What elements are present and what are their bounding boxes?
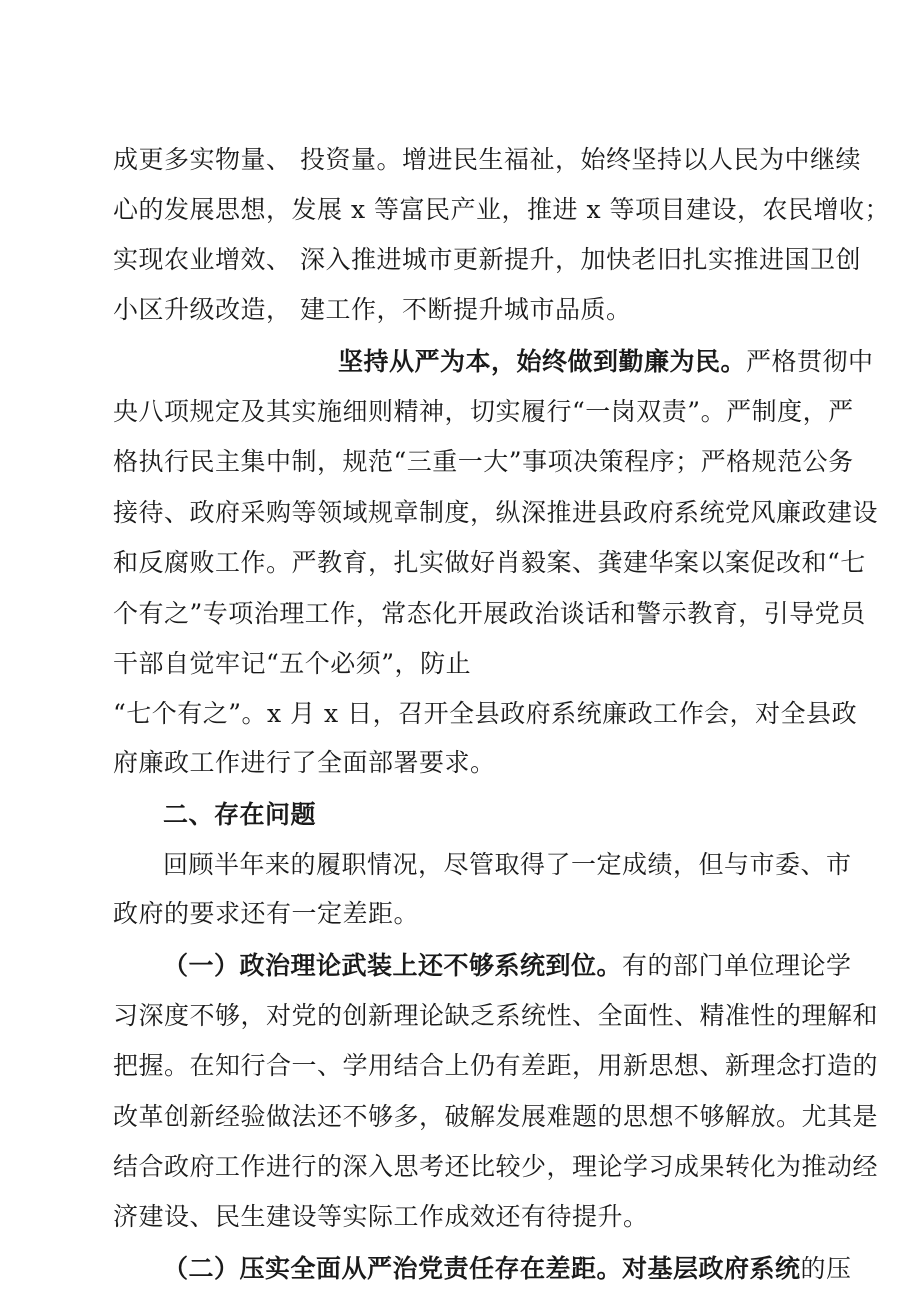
issue-heading-line xyxy=(163,949,852,983)
text-line: 实现农业增效、 深入推进城市更新提升，加快老旧扎实推进国卫创 xyxy=(113,245,861,274)
issue-heading: （二）压实全面从严治党责任存在差距。对基层政府系统 xyxy=(163,1254,801,1283)
section-title: 二、存在问题 xyxy=(163,800,317,829)
text-line: 心的发展思想，发展 x 等富民产业，推进 x 等项目建设，农民增收； xyxy=(113,195,890,224)
text-line: 成更多实物量、 投资量。增进民生福祉，始终坚持以人民为中继续 xyxy=(113,145,861,174)
text-line: 改革创新经验做法还不够多，破解发展难题的思想不够解放。尤其是 xyxy=(113,1102,879,1131)
paragraph-heading-line xyxy=(338,345,874,379)
text-line: 个有之”专项治理工作，常态化开展政治谈话和警示教育，引导党员 xyxy=(113,599,866,628)
paragraph-heading-tail: 严格贯彻中 xyxy=(746,347,874,376)
issue-heading-tail: 的压 xyxy=(800,1254,852,1283)
text-line: 干部自觉牢记“五个必须”，防止 xyxy=(113,649,472,678)
text-line: 央八项规定及其实施细则精神，切实履行“一岗双责”。严制度，严 xyxy=(113,397,854,426)
issue-heading: （一）政治理论武装上还不够系统到位。 xyxy=(163,951,623,980)
paragraph-heading: 坚持从严为本，始终做到勤廉为民。 xyxy=(338,347,747,376)
text-line: 济建设、民生建设等实际工作成效还有待提升。 xyxy=(113,1202,649,1231)
text-line: 和反腐败工作。严教育，扎实做好肖毅案、龚建华案以案促改和“七 xyxy=(113,548,866,577)
text-line: 结合政府工作进行的深入思考还比较少，理论学习成果转化为推动经 xyxy=(113,1152,879,1181)
text-line: 政府的要求还有一定差距。 xyxy=(113,899,420,928)
text-line: 把握。在知行合一、学用结合上仍有差距，用新思想、新理念打造的 xyxy=(113,1051,879,1080)
text-line: 府廉政工作进行了全面部署要求。 xyxy=(113,748,496,777)
text-line: 接待、政府采购等领域规章制度，纵深推进县政府系统党风廉政建设 xyxy=(113,498,879,527)
issue-heading-tail: 有的部门单位理论学 xyxy=(622,951,852,980)
text-line: 回顾半年来的履职情况，尽管取得了一定成绩，但与市委、市 xyxy=(163,850,852,879)
text-line: 格执行民主集中制，规范“三重一大”事项决策程序；严格规范公务 xyxy=(113,447,854,476)
text-line: 习深度不够，对党的创新理论缺乏系统性、全面性、精准性的理解和 xyxy=(113,1001,879,1030)
issue-heading-line xyxy=(163,1252,852,1286)
text-line: “七个有之”。x 月 x 日，召开全县政府系统廉政工作会，对全县政 xyxy=(113,699,858,728)
text-line: 小区升级改造， 建工作，不断提升城市品质。 xyxy=(113,295,632,324)
